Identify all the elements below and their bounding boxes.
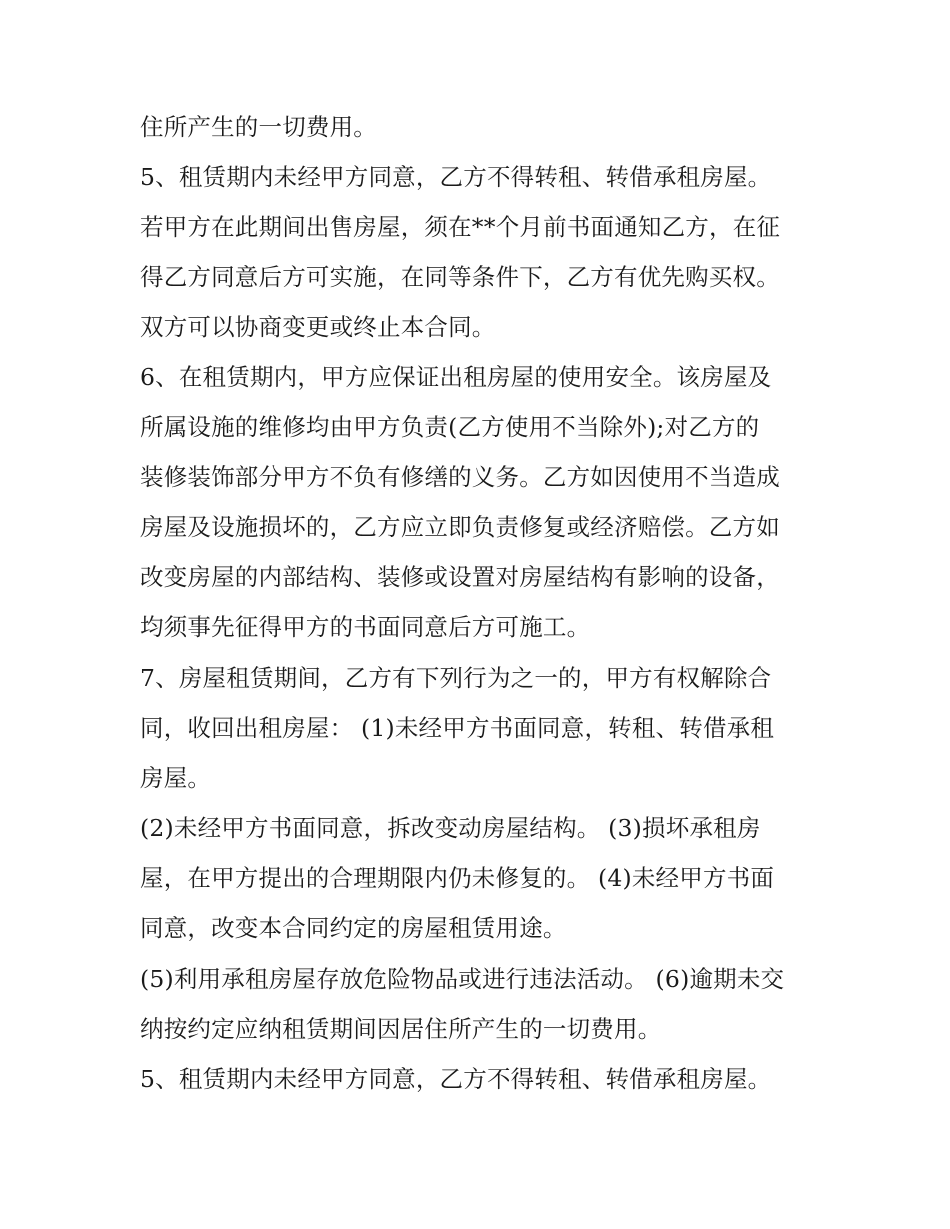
text-line: 所属设施的维修均由甲方负责(乙方使用不当除外);对乙方的: [140, 413, 760, 441]
text-line: 同意，改变本合同约定的房屋租赁用途。: [140, 914, 567, 942]
text-line: 6、在租赁期内，甲方应保证出租房屋的使用安全。该房屋及: [140, 363, 772, 391]
text-line: 住所产生的一切费用。: [140, 113, 377, 141]
text-line: 7、房屋租赁期间，乙方有下列行为之一的，甲方有权解除合: [140, 664, 772, 692]
text-line: 双方可以协商变更或终止本合同。: [140, 313, 496, 341]
text-line: 房屋。: [140, 764, 212, 792]
text-line: (5)利用承租房屋存放危险物品或进行违法活动。 (6)逾期未交: [140, 965, 785, 993]
text-line: 改变房屋的内部结构、装修或设置对房屋结构有影响的设备，: [140, 563, 780, 591]
text-line: 同，收回出租房屋： (1)未经甲方书面同意，转租、转借承租: [140, 714, 775, 742]
text-line: 均须事先征得甲方的书面同意后方可施工。: [140, 613, 591, 641]
text-line: 纳按约定应纳租赁期间因居住所产生的一切费用。: [140, 1015, 662, 1043]
text-line: 5、租赁期内未经甲方同意，乙方不得转租、转借承租房屋。: [140, 1065, 772, 1093]
text-line: (2)未经甲方书面同意，拆改变动房屋结构。 (3)损坏承租房: [140, 814, 761, 842]
text-line: 装修装饰部分甲方不负有修缮的义务。乙方如因使用不当造成: [140, 463, 780, 491]
text-line: 5、租赁期内未经甲方同意，乙方不得转租、转借承租房屋。: [140, 163, 772, 191]
text-line: 若甲方在此期间出售房屋，须在**个月前书面通知乙方，在征: [140, 213, 781, 241]
text-line: 得乙方同意后方可实施，在同等条件下，乙方有优先购买权。: [140, 263, 780, 291]
text-line: 房屋及设施损坏的，乙方应立即负责修复或经济赔偿。乙方如: [140, 513, 780, 541]
text-line: 屋，在甲方提出的合理期限内仍未修复的。 (4)未经甲方书面: [140, 864, 775, 892]
